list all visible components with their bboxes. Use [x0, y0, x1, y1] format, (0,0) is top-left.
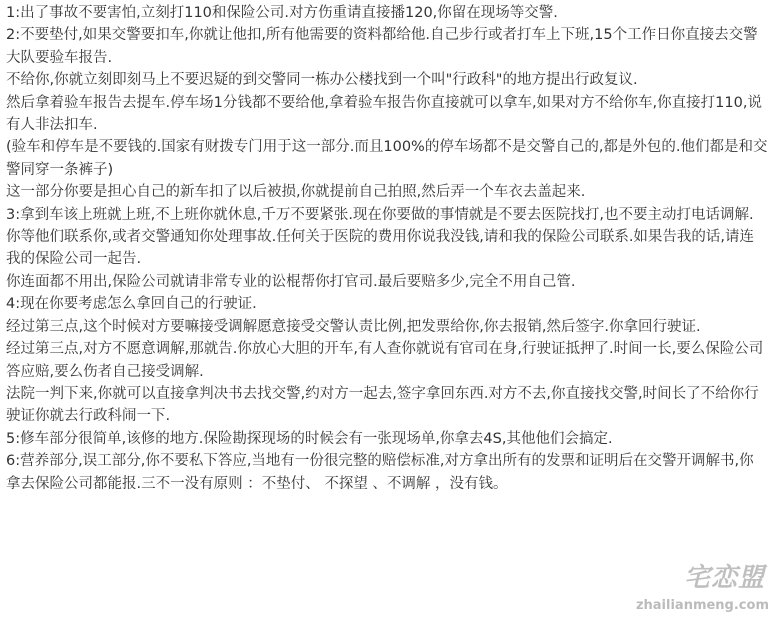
- paragraph-14: 5:修车部分很简单,该修的地方.保险勘探现场的时候会有一张现场单,你拿去4S,其他他们会搞定.: [6, 430, 613, 447]
- article-body: [6, 2, 768, 495]
- paragraph-7: 3:拿到车该上班就上班,不上班你就休息,千万不要紧张.现在你要做的事情就是不要去医院找打,也不要主动打电话调解.: [6, 206, 754, 223]
- paragraph-5: (验车和停车是不要钱的.国家有财拨专门用于这一部分.而且100%的停车场都不是交警自己的,都是外包的.他们都是和交警同穿一条裤子): [6, 139, 768, 178]
- paragraph-3: 不给你,你就立刻即刻马上不要迟疑的到交警同一栋办公楼找到一个叫"行政科"的地方提出行政复议.: [6, 72, 638, 89]
- paragraph-8: 你等他们联系你,或者交警通知你处理事故.任何关于医院的费用你说我没钱,请和我的保险公司联系.如果告我的话,请连我的保险公司一起告.: [6, 229, 755, 268]
- paragraph-13: 法院一判下来,你就可以直接拿判决书去找交警,约对方一起去,签字拿回东西.对方不去,你直接找交警,时间长了不给你行驶证你就去行政科闹一下.: [6, 385, 759, 425]
- paragraph-15: 6:营养部分,误工部分,你不要私下答应,当地有一份很完整的赔偿标准,对方拿出所有的发票和证明后在交警开调解书,你拿去保险公司都能报.三不一没有原则 ：不垫付、 不探望 、不调解 ，没有钱。: [6, 453, 754, 492]
- paragraph-6: 这一部分你要是担心自己的新车扣了以后被损,你就提前自己拍照,然后弄一个车衣去盖起来.: [6, 184, 586, 201]
- paragraph-2: 2:不要垫付,如果交警要扣车,你就让他扣,所有他需要的资料都给他.自己步行或者打车上下班,15个工作日你直接去交警大队要验车报告.: [6, 27, 758, 66]
- paragraph-9: 你连面都不用出,保险公司就请非常专业的讼棍帮你打官司.最后要赔多少,完全不用自己管.: [6, 273, 576, 290]
- paragraph-1: 1:出了事故不要害怕,立刻打110和保险公司.对方伤重请直接播120,你留在现场等交警.: [6, 5, 558, 21]
- watermark-url: zhailianmeng.com: [635, 598, 769, 613]
- paragraph-10: 4:现在你要考虑怎么拿回自己的行驶证.: [6, 296, 257, 313]
- watermark-logo-text: 宅恋盟: [683, 563, 765, 593]
- paragraph-4: 然后拿着验车报告去提车.停车场1分钱都不要给他,拿着验车报告你直接就可以拿车,如果对方不给你车,你直接打110,说有人非法扣车.: [6, 94, 762, 134]
- paragraph-11: 经过第三点,这个时候对方要嘛接受调解愿意接受交警认责比例,把发票给你,你去报销,然后签字.你拿回行驶证.: [6, 318, 701, 335]
- site-watermark: [635, 557, 769, 615]
- paragraph-12: 经过第三点,对方不愿意调解,那就告.你放心大胆的开车,有人查你就说有官司在身,行驶证抵押了.时间一长,要么保险公司答应赔,要么伤者自己接受调解.: [6, 341, 764, 380]
